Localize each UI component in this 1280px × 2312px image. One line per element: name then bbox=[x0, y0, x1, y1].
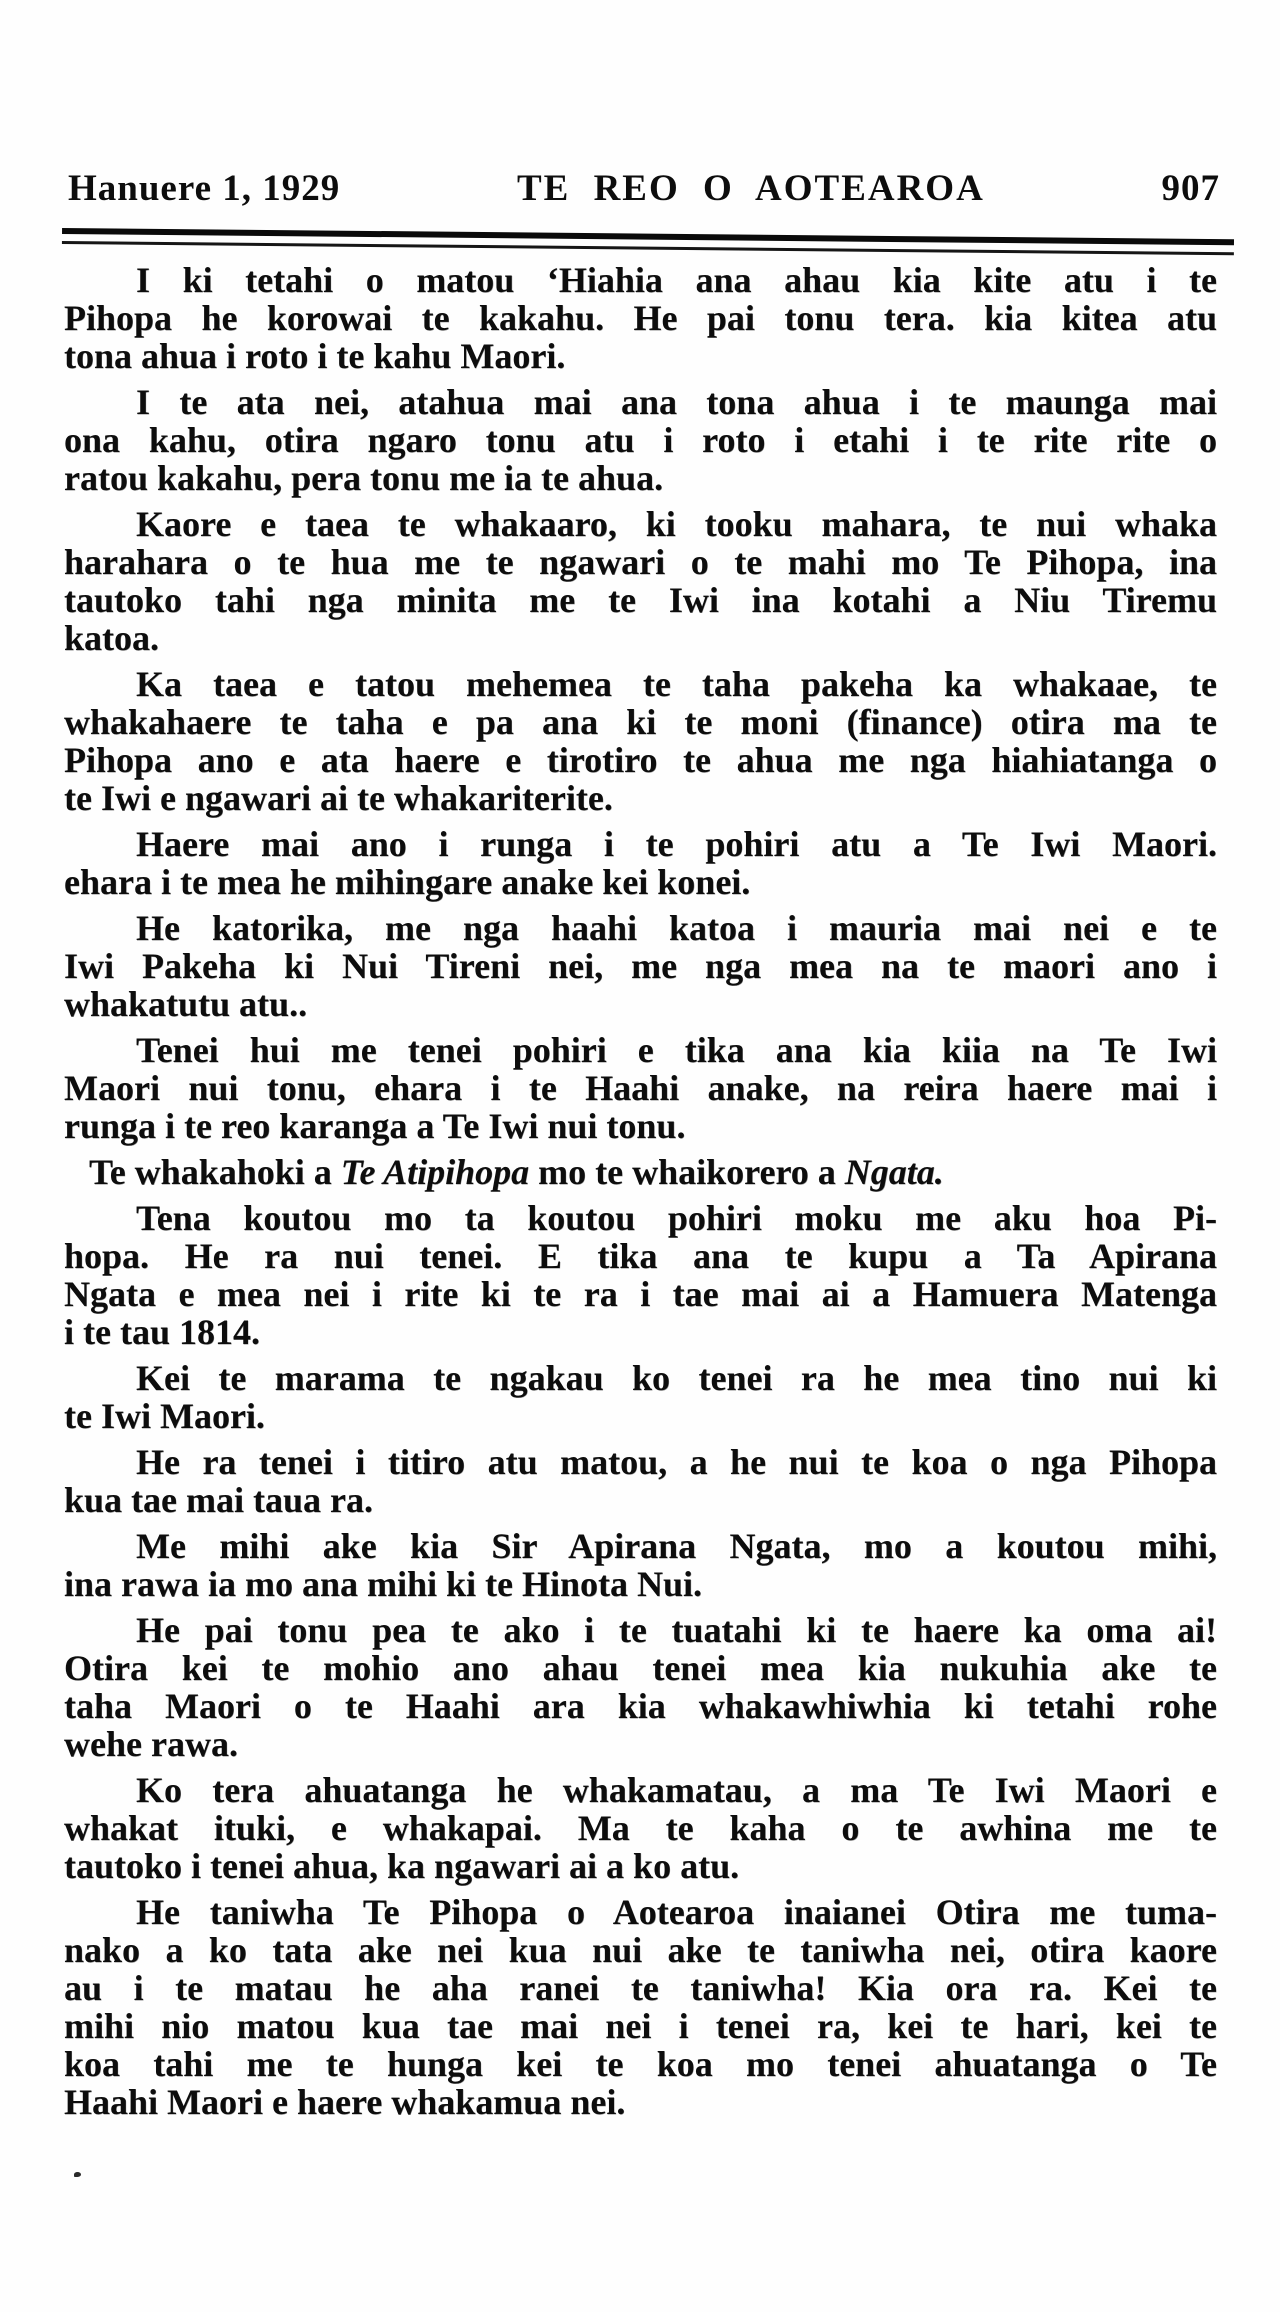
text-line: harahara o te hua me te ngawari o te mahi mo Te Pihopa, ina bbox=[64, 542, 1217, 582]
text-line bbox=[64, 1153, 1217, 1191]
text-line: nako a ko tata ake nei kua nui ake te taniwha nei, otira kaore bbox=[64, 1930, 1217, 1970]
text-line: Pihopa he korowai te kakahu. He pai tonu tera. kia kitea atu bbox=[64, 298, 1217, 338]
text-line: Me mihi ake kia Sir Apirana Ngata, mo a koutou mihi, bbox=[136, 1526, 1217, 1566]
text-line: Tenei hui me tenei pohiri e tika ana kia kiia na Te Iwi bbox=[136, 1030, 1217, 1070]
ink-speck bbox=[74, 2172, 81, 2177]
text-line: Otira kei te mohio ano ahau tenei mea kia nukuhia ake te bbox=[64, 1648, 1217, 1688]
paragraph bbox=[64, 909, 1217, 1023]
paragraph bbox=[64, 261, 1217, 375]
text-line: wehe rawa. bbox=[64, 1724, 238, 1764]
text-line: mihi nio matou kua tae mai nei i tenei ra, kei te hari, kei te bbox=[64, 2006, 1217, 2046]
text-line: tautoko i tenei ahua, ka ngawari ai a ko atu. bbox=[64, 1846, 740, 1886]
text-line: Ko tera ahuatanga he whakamatau, a ma Te Iwi Maori e bbox=[136, 1770, 1217, 1810]
text-line: He pai tonu pea te ako i te tuatahi ki te haere ka oma ai! bbox=[136, 1610, 1217, 1650]
paragraph bbox=[64, 505, 1217, 657]
text-line: He katorika, me nga haahi katoa i mauria mai nei e te bbox=[136, 908, 1217, 948]
text-line: I ki tetahi o matou ‘Hiahia ana ahau kia kite atu i te bbox=[136, 260, 1217, 300]
text-line: He taniwha Te Pihopa o Aotearoa inaianei Otira me tuma- bbox=[136, 1892, 1217, 1932]
text-line: Maori nui tonu, ehara i te Haahi anake, na reira haere mai i bbox=[64, 1068, 1217, 1108]
text-line: runga i te reo karanga a Te Iwi nui tonu. bbox=[64, 1106, 686, 1146]
paragraph bbox=[64, 1359, 1217, 1435]
text-segment: mo te whaikorero a bbox=[529, 1152, 845, 1192]
text-line: He ra tenei i titiro atu matou, a he nui te koa o nga Pihopa bbox=[136, 1442, 1217, 1482]
text-line: whakahaere te taha e pa ana ki te moni (finance) otira ma te bbox=[64, 702, 1217, 742]
text-line: Haere mai ano i runga i te pohiri atu a Te Iwi Maori. bbox=[136, 824, 1217, 864]
text-line: Kaore e taea te whakaaro, ki tooku mahara, te nui whaka bbox=[136, 504, 1217, 544]
paragraph bbox=[64, 1611, 1217, 1763]
text-segment: Te whakahoki a bbox=[89, 1152, 341, 1192]
publication-title: TE REO O AOTEAROA bbox=[516, 168, 985, 209]
text-line: Ngata e mea nei i rite ki te ra i tae mai ai a Hamuera Matenga bbox=[64, 1274, 1217, 1314]
text-line: Tena koutou mo ta koutou pohiri moku me aku hoa Pi- bbox=[136, 1198, 1217, 1238]
text-line: Iwi Pakeha ki Nui Tireni nei, me nga mea na te maori ano i bbox=[64, 946, 1217, 986]
text-line: Ka taea e tatou mehemea te taha pakeha ka whakaae, te bbox=[136, 664, 1217, 704]
paragraph bbox=[64, 1031, 1217, 1145]
paragraph bbox=[64, 383, 1217, 497]
text-line: taha Maori o te Haahi ara kia whakawhiwhia ki tetahi rohe bbox=[64, 1686, 1217, 1726]
paragraph bbox=[64, 1199, 1217, 1351]
text-line: tautoko tahi nga minita me te Iwi ina kotahi a Niu Tiremu bbox=[64, 580, 1217, 620]
page-number: 907 bbox=[1161, 168, 1220, 209]
text-line: I te ata nei, atahua mai ana tona ahua i te maunga mai bbox=[136, 382, 1217, 422]
issue-date: Hanuere 1, 1929 bbox=[68, 168, 341, 209]
text-line: ratou kakahu, pera tonu me ia te ahua. bbox=[64, 458, 664, 498]
text-line: whakatutu atu.. bbox=[64, 984, 308, 1024]
running-head bbox=[0, 0, 1280, 207]
text-line: kua tae mai taua ra. bbox=[64, 1480, 373, 1520]
paragraph bbox=[64, 1443, 1217, 1519]
paragraph bbox=[64, 1893, 1217, 2121]
text-segment-italic: Te Atipihopa bbox=[340, 1152, 530, 1192]
paragraph bbox=[64, 825, 1217, 901]
text-line: ehara i te mea he mihingare anake kei konei. bbox=[64, 862, 751, 902]
header-double-rule bbox=[62, 228, 1234, 255]
text-line: Haahi Maori e haere whakamua nei. bbox=[64, 2082, 626, 2122]
text-line: te Iwi Maori. bbox=[64, 1396, 265, 1436]
text-line: i te tau 1814. bbox=[64, 1312, 260, 1352]
article-body bbox=[64, 261, 1217, 2121]
text-line: au i te matau he aha ranei te taniwha! Kia ora ra. Kei te bbox=[64, 1968, 1217, 2008]
text-line: te Iwi e ngawari ai te whakariterite. bbox=[64, 778, 613, 818]
paragraph bbox=[64, 665, 1217, 817]
text-segment-italic: Ngata. bbox=[844, 1152, 944, 1192]
text-line: ina rawa ia mo ana mihi ki te Hinota Nui. bbox=[64, 1564, 703, 1604]
text-line: whakat ituki, e whakapai. Ma te kaha o te awhina me te bbox=[64, 1808, 1217, 1848]
paragraph-reply-heading bbox=[64, 1153, 1217, 1191]
paragraph bbox=[64, 1771, 1217, 1885]
text-line: Kei te marama te ngakau ko tenei ra he mea tino nui ki bbox=[136, 1358, 1217, 1398]
text-line: ona kahu, otira ngaro tonu atu i roto i etahi i te rite rite o bbox=[64, 420, 1217, 460]
paragraph bbox=[64, 1527, 1217, 1603]
text-line: katoa. bbox=[64, 618, 160, 658]
text-line: hopa. He ra nui tenei. E tika ana te kupu a Ta Apirana bbox=[64, 1236, 1217, 1276]
text-line: Pihopa ano e ata haere e tirotiro te ahua me nga hiahiatanga o bbox=[64, 740, 1217, 780]
text-line: tona ahua i roto i te kahu Maori. bbox=[64, 336, 566, 376]
text-line: koa tahi me te hunga kei te koa mo tenei ahuatanga o Te bbox=[64, 2044, 1217, 2084]
